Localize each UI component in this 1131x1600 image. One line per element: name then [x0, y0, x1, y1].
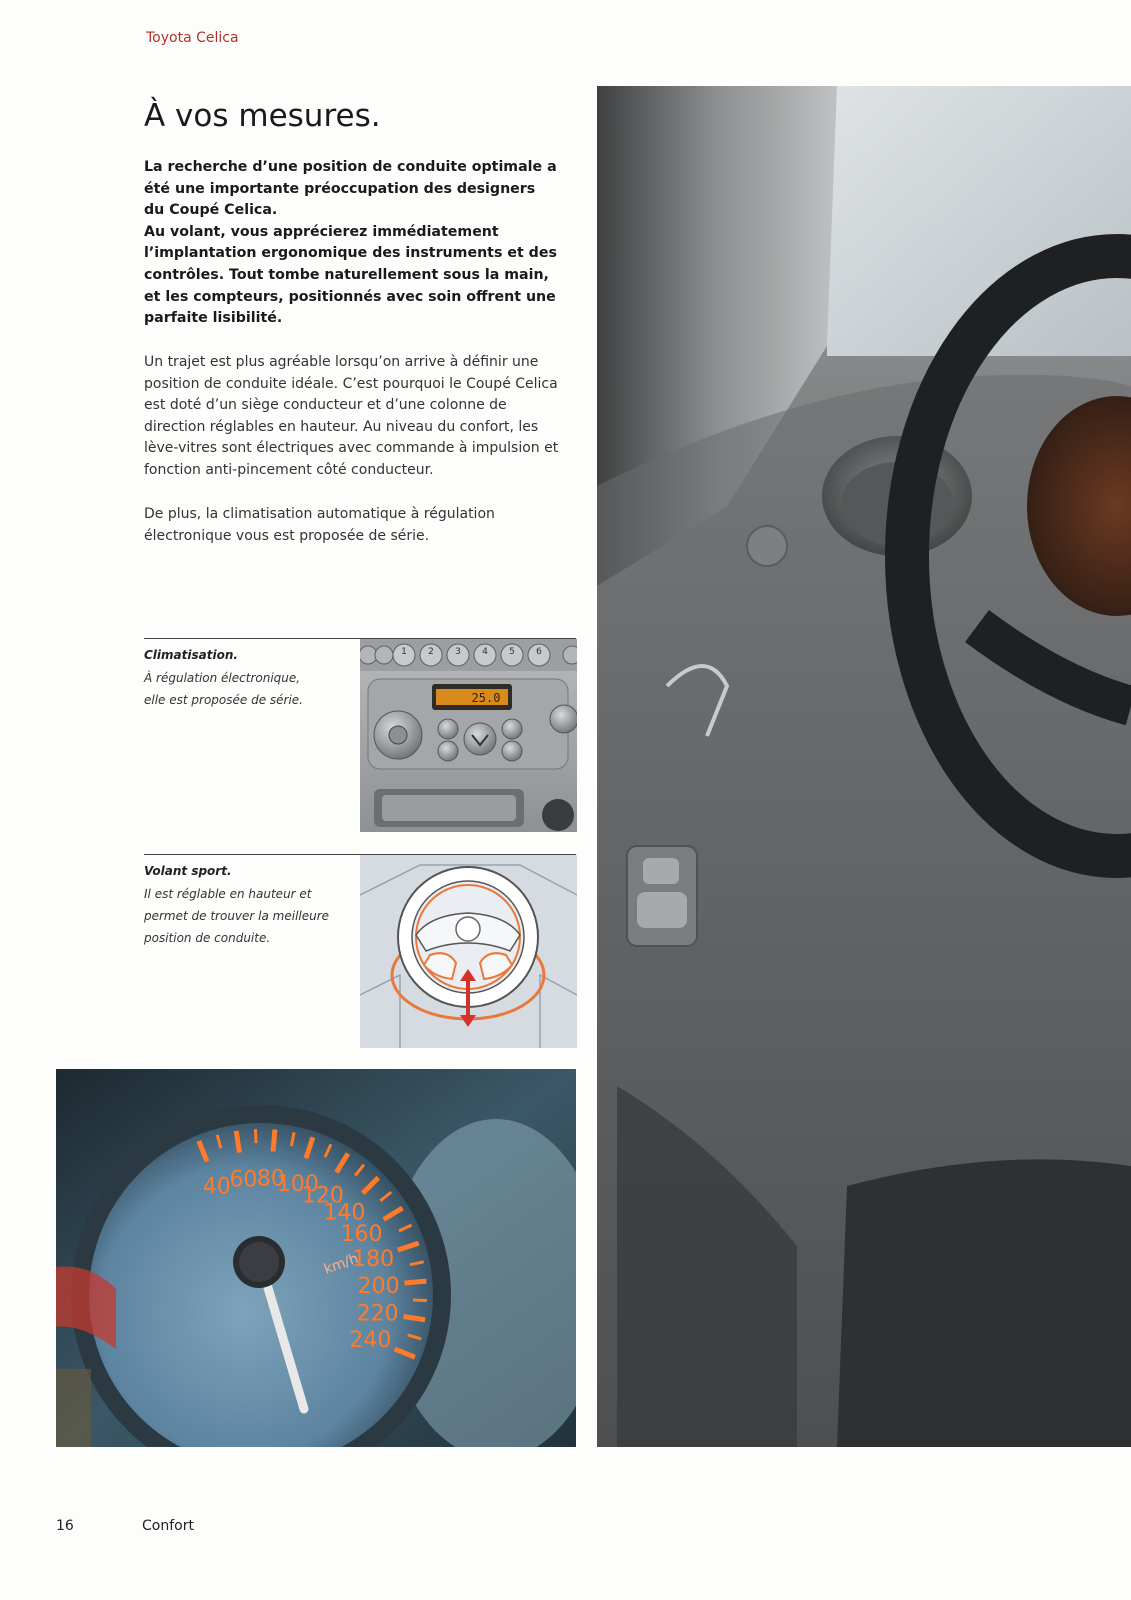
speed-label-40: 40 [202, 1174, 231, 1200]
caption-title-climatisation: Climatisation. [144, 648, 238, 662]
seek-button-1 [375, 646, 393, 664]
body-paragraph-1: Un trajet est plus agréable lorsqu’on arrive à définir une position de conduite idéale. C’est pourquoi le Coupé Celica est doté d’un siège conducteur et d’une colonne de direction réglables en hauteur. Au niveau du confort, les lève-vitres sont électriques avec commande à impulsion et fonction anti-pincement côté conducteur. [144, 354, 559, 478]
speed-label-180: 180 [352, 1247, 395, 1273]
preset-label-5: 5 [509, 647, 515, 657]
brand-header: Toyota Celica [146, 30, 239, 46]
speed-tick [273, 1130, 275, 1152]
speedometer-unit: km/h [321, 1250, 361, 1278]
climate-display-text: 25.0 [471, 691, 501, 705]
climate-control-photo [360, 639, 577, 832]
section-name: Confort [142, 1518, 194, 1534]
preset-label-4: 4 [482, 647, 488, 657]
steering-wheel-illustration [360, 855, 577, 1048]
preset-label-6: 6 [536, 647, 542, 657]
caption-text-volant: Il est réglable en hauteur et permet de trouver la meilleure position de conduite. [144, 887, 330, 945]
page-number: 16 [56, 1518, 74, 1534]
caption-title-volant: Volant sport. [144, 864, 232, 878]
body-paragraph-2: De plus, la climatisation automatique à régulation électronique vous est proposée de série. [144, 506, 495, 544]
preset-label-2: 2 [428, 647, 434, 657]
speed-tick [404, 1281, 426, 1283]
interior-photo [597, 86, 1131, 1447]
seek-button-2 [563, 646, 577, 664]
speed-tick [403, 1317, 425, 1320]
seek-button-0 [360, 646, 377, 664]
speed-label-140: 140 [323, 1200, 366, 1226]
page-title: À vos mesures. [144, 98, 381, 134]
speedometer-photo [56, 1069, 576, 1447]
speed-label-160: 160 [340, 1222, 383, 1248]
speed-label-240: 240 [349, 1328, 392, 1354]
caption-text-climatisation: À régulation électronique, elle est proposée de série. [144, 671, 303, 707]
lead-paragraph: La recherche d’une position de conduite optimale a été une importante préoccupation des designers du Coupé Celica. Au volant, vous apprécierez immédiatement l’implantation ergonomique des instruments et des contrôles. Tout tombe naturellement sous la main, et les compteurs, positionnés avec soin offrent une parfaite lisibilité. [144, 159, 557, 327]
speed-label-80: 80 [256, 1166, 285, 1192]
speed-label-100: 100 [276, 1171, 319, 1197]
speed-label-220: 220 [356, 1301, 399, 1327]
speed-label-60: 60 [229, 1167, 258, 1193]
speed-label-200: 200 [357, 1274, 400, 1300]
preset-label-1: 1 [401, 647, 407, 657]
speed-label-120: 120 [301, 1183, 344, 1209]
speed-tick [236, 1131, 239, 1153]
preset-label-3: 3 [455, 647, 461, 657]
